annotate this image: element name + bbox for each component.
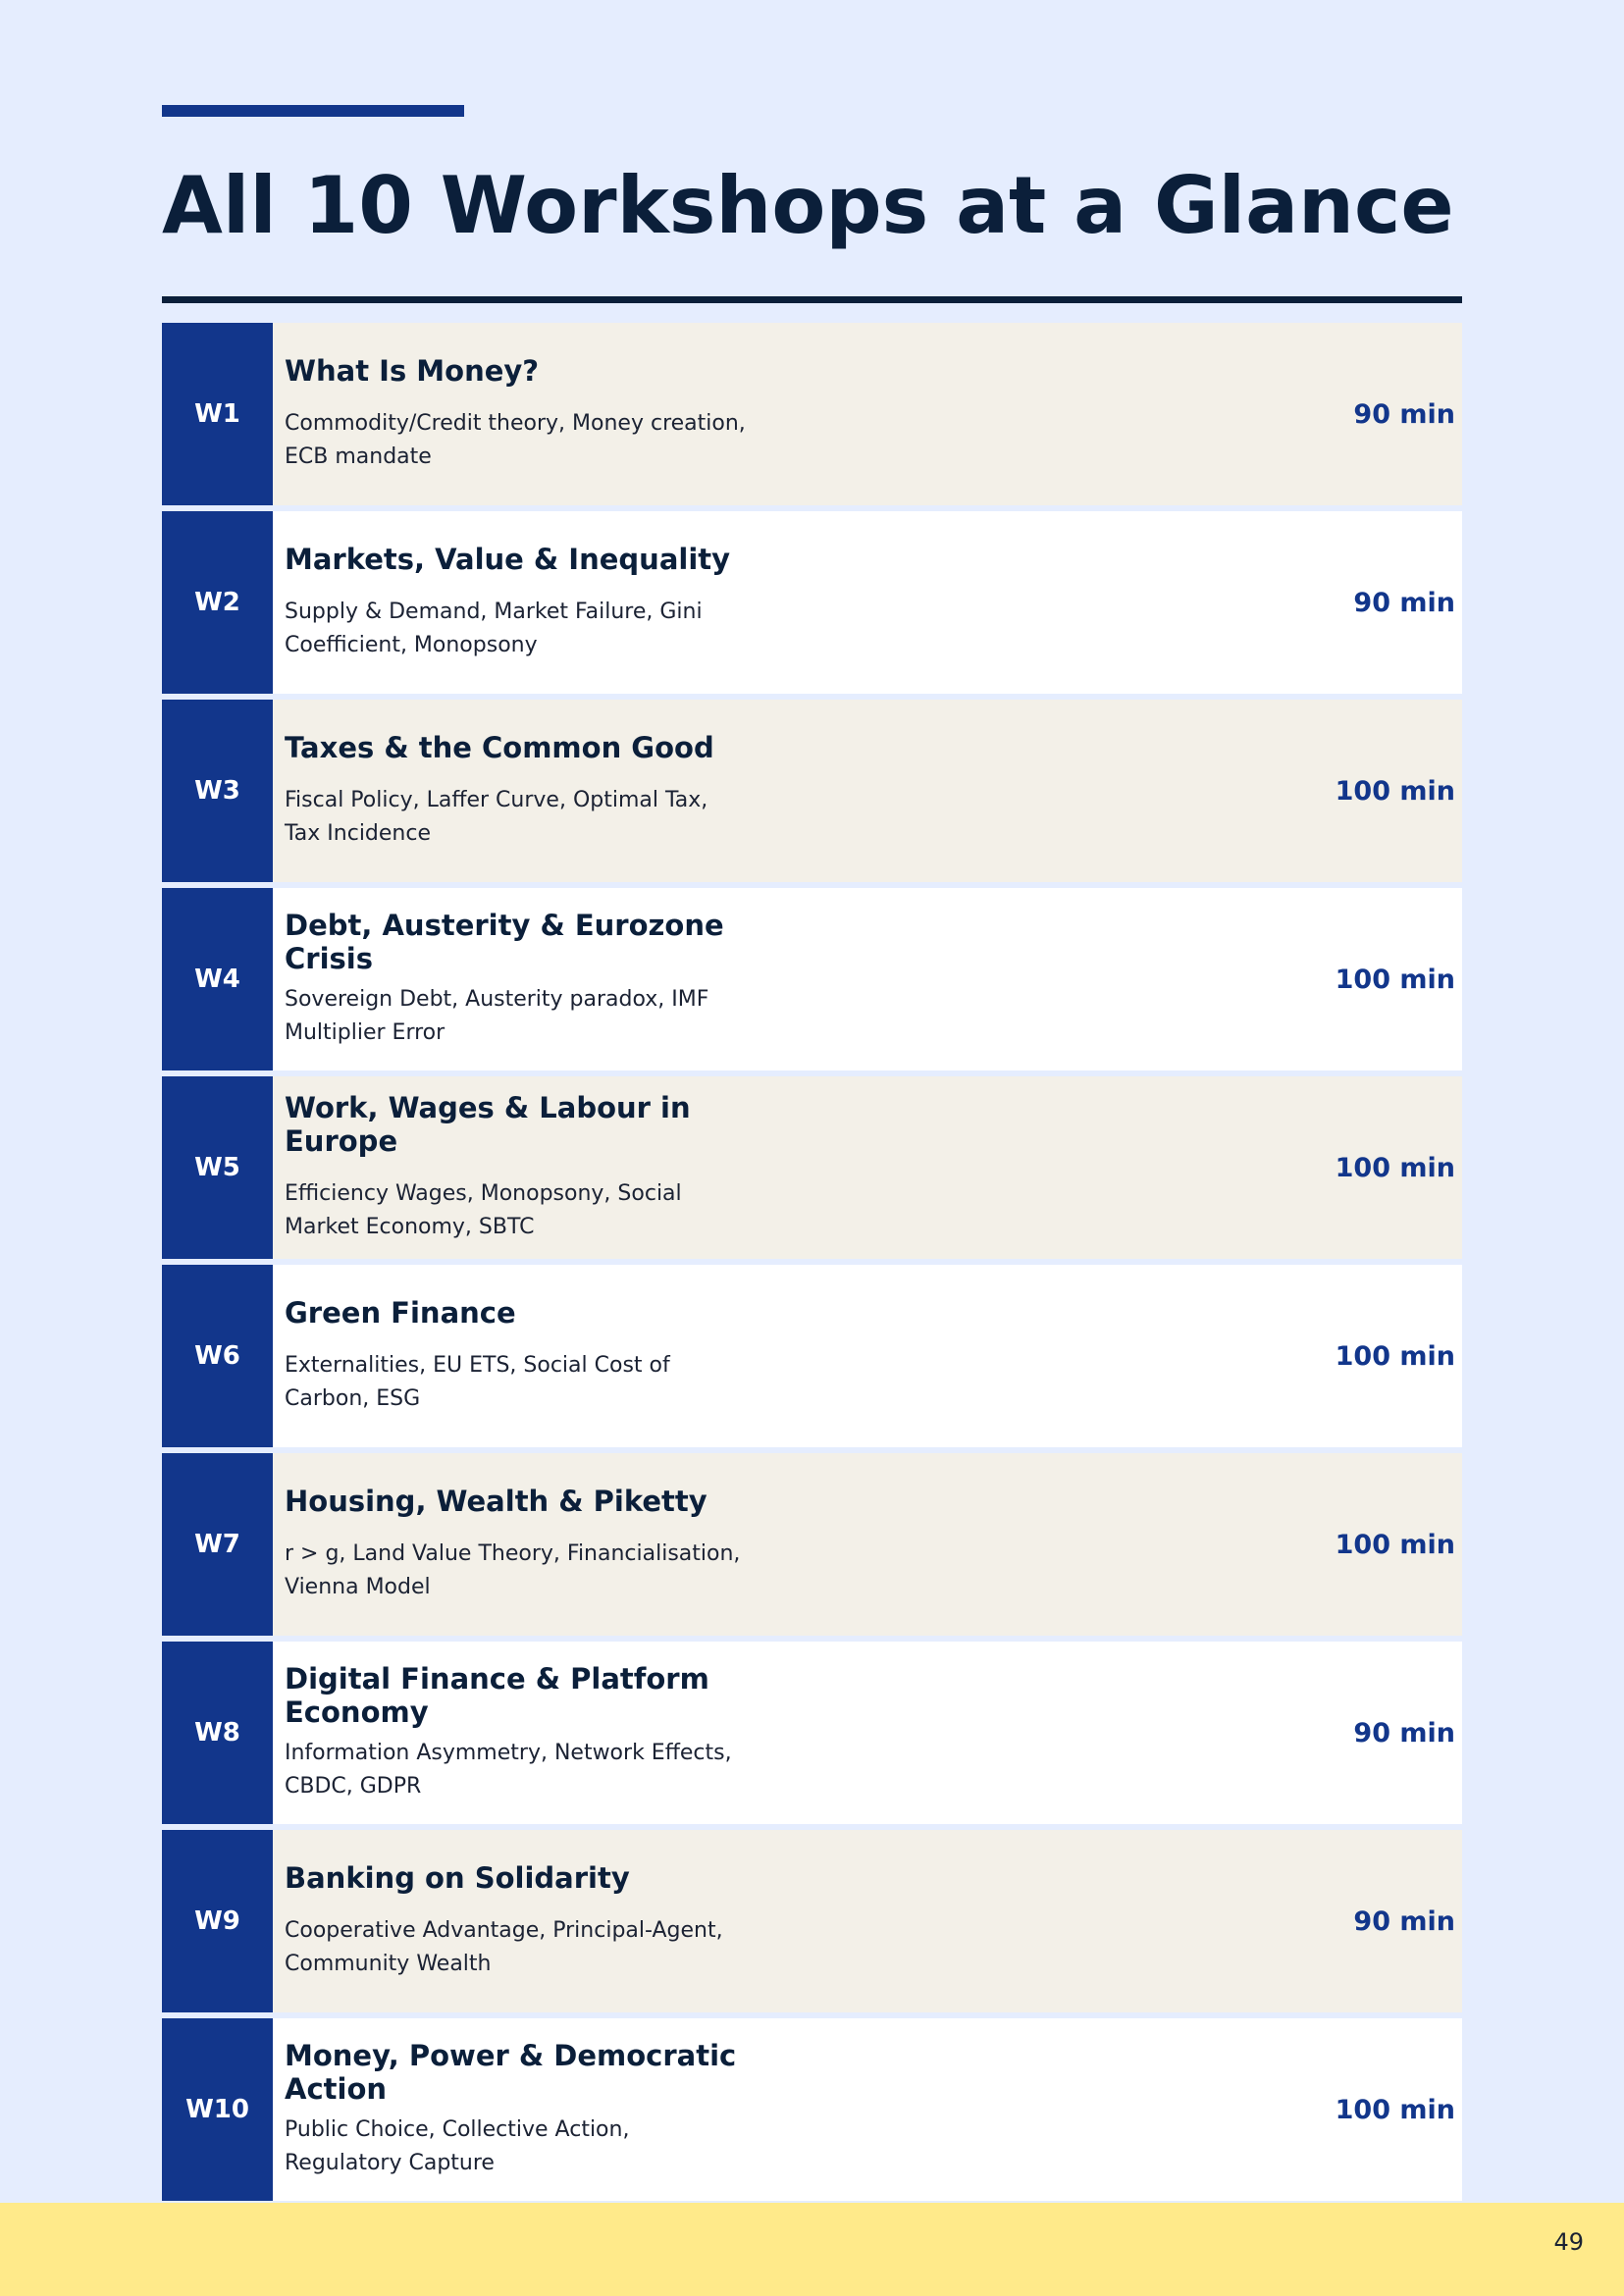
- workshop-row-w4: [162, 888, 1462, 1070]
- workshop-duration: 90 min: [1353, 398, 1455, 430]
- workshop-row-w1: [162, 323, 1462, 505]
- workshop-content: [273, 1265, 1462, 1447]
- workshop-title: Housing, Wealth & Piketty: [285, 1485, 707, 1518]
- workshop-duration: 100 min: [1335, 1152, 1455, 1183]
- workshop-code: W1: [162, 323, 273, 505]
- workshop-content: [273, 1453, 1462, 1636]
- workshop-duration: 100 min: [1335, 2094, 1455, 2125]
- workshop-topics: Supply & Demand, Market Failure, Gini Coefficient, Monopsony: [285, 600, 703, 657]
- workshop-duration: 100 min: [1335, 1529, 1455, 1560]
- workshop-topics: Information Asymmetry, Network Effects, CBDC, GDPR: [285, 1741, 732, 1799]
- workshop-title: Taxes & the Common Good: [285, 731, 714, 764]
- workshop-code: W4: [162, 888, 273, 1070]
- workshop-duration: 100 min: [1335, 1340, 1455, 1372]
- workshop-row-w10: [162, 2018, 1462, 2201]
- workshop-row-w2: [162, 511, 1462, 694]
- workshop-topics: Fiscal Policy, Laffer Curve, Optimal Tax, Tax Incidence: [285, 788, 708, 846]
- workshop-title: Work, Wages & Labour in Europe: [285, 1091, 691, 1158]
- title-divider: [162, 296, 1462, 303]
- workshop-duration: 90 min: [1353, 1905, 1455, 1937]
- workshop-row-w3: [162, 700, 1462, 882]
- page-number: 49: [1553, 2228, 1584, 2256]
- workshop-content: [273, 511, 1462, 694]
- workshop-title: Green Finance: [285, 1296, 516, 1330]
- workshop-code: W6: [162, 1265, 273, 1447]
- workshop-topics: Sovereign Debt, Austerity paradox, IMF Multiplier Error: [285, 987, 709, 1045]
- workshop-topics: Public Choice, Collective Action, Regulatory Capture: [285, 2117, 630, 2175]
- workshop-code: W9: [162, 1830, 273, 2012]
- workshop-title: Debt, Austerity & Eurozone Crisis: [285, 909, 724, 975]
- workshop-code: W5: [162, 1076, 273, 1259]
- workshop-title: What Is Money?: [285, 354, 540, 388]
- page-title: All 10 Workshops at a Glance: [162, 160, 1454, 251]
- workshop-content: [273, 1642, 1462, 1824]
- workshop-code: W7: [162, 1453, 273, 1636]
- workshop-topics: Cooperative Advantage, Principal-Agent, Community Wealth: [285, 1918, 723, 1976]
- workshop-content: [273, 888, 1462, 1070]
- workshop-title: Markets, Value & Inequality: [285, 543, 731, 576]
- workshop-content: [273, 2018, 1462, 2201]
- workshop-content: [273, 700, 1462, 882]
- workshop-title: Digital Finance & Platform Economy: [285, 1662, 709, 1729]
- workshop-topics: Efficiency Wages, Monopsony, Social Market Economy, SBTC: [285, 1181, 682, 1239]
- workshop-row-w8: [162, 1642, 1462, 1824]
- workshop-row-w7: [162, 1453, 1462, 1636]
- title-accent-bar: [162, 105, 464, 117]
- workshop-duration: 90 min: [1353, 587, 1455, 618]
- workshop-topics: Externalities, EU ETS, Social Cost of Carbon, ESG: [285, 1353, 670, 1411]
- workshop-code: W10: [162, 2018, 273, 2201]
- workshop-duration: 90 min: [1353, 1717, 1455, 1748]
- workshop-code: W2: [162, 511, 273, 694]
- workshop-topics: r > g, Land Value Theory, Financialisation, Vienna Model: [285, 1541, 741, 1599]
- workshop-row-w9: [162, 1830, 1462, 2012]
- workshop-duration: 100 min: [1335, 775, 1455, 807]
- workshop-content: [273, 1830, 1462, 2012]
- workshop-row-w5: [162, 1076, 1462, 1259]
- workshop-title: Money, Power & Democratic Action: [285, 2039, 737, 2106]
- workshop-code: W8: [162, 1642, 273, 1824]
- workshop-content: [273, 1076, 1462, 1259]
- workshop-code: W3: [162, 700, 273, 882]
- workshop-duration: 100 min: [1335, 964, 1455, 995]
- workshop-topics: Commodity/Credit theory, Money creation, ECB mandate: [285, 411, 746, 469]
- workshop-row-w6: [162, 1265, 1462, 1447]
- page-footer: [0, 2203, 1624, 2296]
- workshop-table: [162, 323, 1462, 2207]
- workshop-title: Banking on Solidarity: [285, 1861, 630, 1895]
- workshop-content: [273, 323, 1462, 505]
